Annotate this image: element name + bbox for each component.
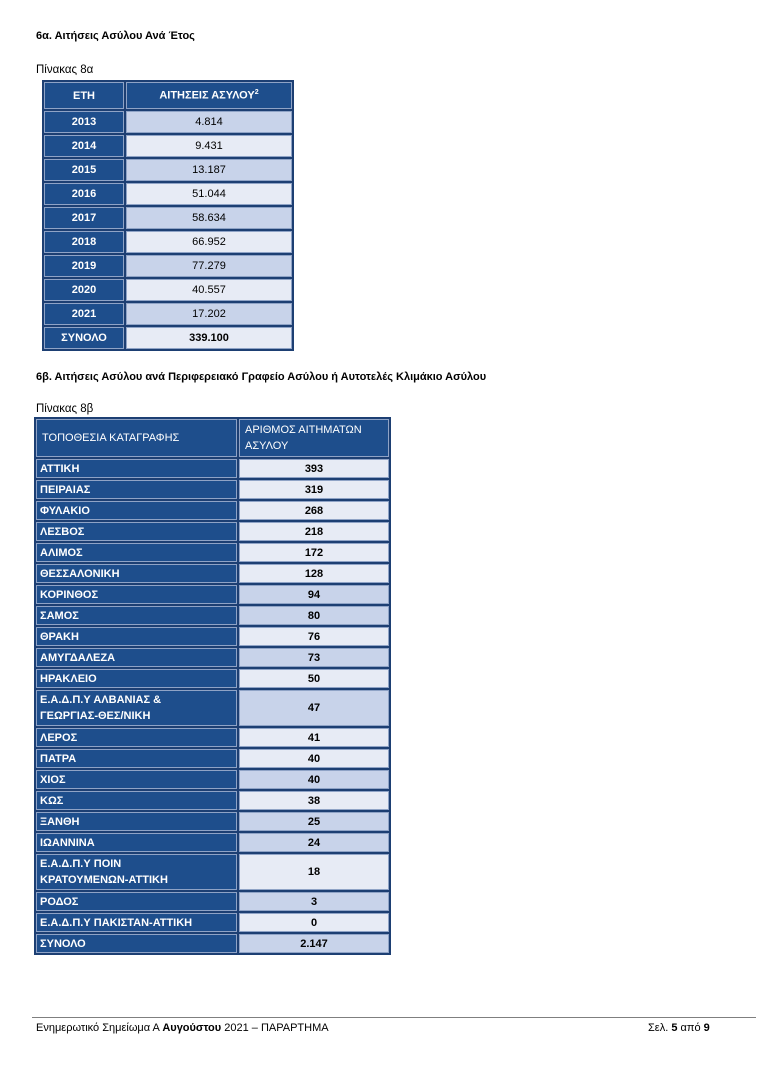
- count-cell: 172: [239, 543, 389, 562]
- count-cell: 40: [239, 749, 389, 768]
- count-cell: 319: [239, 480, 389, 499]
- column-header-location: ΤΟΠΟΘΕΣΙΑ ΚΑΤΑΓΡΑΦΗΣ: [36, 419, 237, 457]
- location-cell: ΛΕΡΟΣ: [36, 728, 237, 747]
- applications-cell: 66.952: [126, 231, 292, 253]
- table-8b: [34, 417, 391, 955]
- section-b-heading: 6β. Αιτήσεις Ασύλου ανά Περιφερειακό Γραφείο Ασύλου ή Αυτοτελές Κλιμάκιο Ασύλου: [36, 371, 487, 383]
- table-row: [36, 564, 389, 583]
- column-header-count: ΑΡΙΘΜΟΣ ΑΙΤΗΜΑΤΩΝ ΑΣΥΛΟΥ: [239, 419, 389, 457]
- total-row: [44, 327, 292, 349]
- location-cell: ΑΤΤΙΚΗ: [36, 459, 237, 478]
- location-cell: ΑΛΙΜΟΣ: [36, 543, 237, 562]
- location-cell: Ε.Α.Δ.Π.Υ ΑΛΒΑΝΙΑΣ & ΓΕΩΡΓΙΑΣ-ΘΕΣ/ΝΙΚΗ: [36, 690, 237, 726]
- table-row: [44, 111, 292, 133]
- table-row: [44, 159, 292, 181]
- table-row: [36, 749, 389, 768]
- count-cell: 18: [239, 854, 389, 890]
- count-cell: 94: [239, 585, 389, 604]
- table-row: [36, 854, 389, 890]
- total-row: [36, 934, 389, 953]
- table-row: [36, 913, 389, 932]
- count-cell: 3: [239, 892, 389, 911]
- count-cell: 76: [239, 627, 389, 646]
- count-cell: 393: [239, 459, 389, 478]
- column-header-year: ΕΤΗ: [44, 82, 124, 109]
- footer-page-number: Σελ. 5 από 9: [648, 1022, 710, 1034]
- applications-cell: 77.279: [126, 255, 292, 277]
- table-row: [36, 669, 389, 688]
- location-cell: ΠΑΤΡΑ: [36, 749, 237, 768]
- column-header-applications: ΑΙΤΗΣΕΙΣ ΑΣΥΛΟΥ$^2$: [126, 82, 292, 109]
- table-row: [36, 627, 389, 646]
- year-cell: 2021: [44, 303, 124, 325]
- table-8a-caption: Πίνακας 8α: [36, 64, 94, 76]
- table-8b-caption: Πίνακας 8β: [36, 403, 94, 415]
- year-cell: 2020: [44, 279, 124, 301]
- applications-cell: 51.044: [126, 183, 292, 205]
- table-row: [36, 585, 389, 604]
- table-row: [36, 501, 389, 520]
- location-cell: Ε.Α.Δ.Π.Υ ΠΑΚΙΣΤΑΝ-ΑΤΤΙΚΗ: [36, 913, 237, 932]
- location-cell: ΘΡΑΚΗ: [36, 627, 237, 646]
- applications-cell: 58.634: [126, 207, 292, 229]
- table-row: [36, 833, 389, 852]
- table-row: [36, 648, 389, 667]
- footer-document-title: Ενημερωτικό Σημείωμα Α Αυγούστου 2021 – ΠΑΡΑΡΤΗΜΑ: [36, 1022, 329, 1034]
- applications-cell: 13.187: [126, 159, 292, 181]
- year-cell: 2014: [44, 135, 124, 157]
- location-cell: ΚΩΣ: [36, 791, 237, 810]
- location-cell: ΡΟΔΟΣ: [36, 892, 237, 911]
- count-cell: 268: [239, 501, 389, 520]
- count-cell: 47: [239, 690, 389, 726]
- location-cell: ΘΕΣΣΑΛΟΝΙΚΗ: [36, 564, 237, 583]
- table-row: [44, 303, 292, 325]
- year-cell: 2019: [44, 255, 124, 277]
- count-cell: 50: [239, 669, 389, 688]
- total-value: 339.100: [126, 327, 292, 349]
- count-cell: 218: [239, 522, 389, 541]
- table-row: [44, 255, 292, 277]
- table-row: [44, 135, 292, 157]
- year-cell: 2017: [44, 207, 124, 229]
- location-cell: ΠΕΙΡΑΙΑΣ: [36, 480, 237, 499]
- table-row: [36, 480, 389, 499]
- table-row: [36, 728, 389, 747]
- location-cell: ΛΕΣΒΟΣ: [36, 522, 237, 541]
- year-cell: 2015: [44, 159, 124, 181]
- count-cell: 41: [239, 728, 389, 747]
- table-row: [44, 183, 292, 205]
- table-row: [36, 606, 389, 625]
- table-row: [36, 690, 389, 726]
- count-cell: 128: [239, 564, 389, 583]
- applications-cell: 17.202: [126, 303, 292, 325]
- table-row: [44, 231, 292, 253]
- table-row: [36, 543, 389, 562]
- location-cell: ΙΩΑΝΝΙΝΑ: [36, 833, 237, 852]
- count-cell: 25: [239, 812, 389, 831]
- year-cell: 2016: [44, 183, 124, 205]
- year-cell: 2018: [44, 231, 124, 253]
- location-cell: ΑΜΥΓΔΑΛΕΖΑ: [36, 648, 237, 667]
- location-cell: ΚΟΡΙΝΘΟΣ: [36, 585, 237, 604]
- table-row: [36, 812, 389, 831]
- table-row: [44, 279, 292, 301]
- year-cell: 2013: [44, 111, 124, 133]
- table-row: [36, 770, 389, 789]
- footer-divider: [32, 1017, 756, 1018]
- count-cell: 24: [239, 833, 389, 852]
- location-cell: ΧΙΟΣ: [36, 770, 237, 789]
- count-cell: 40: [239, 770, 389, 789]
- location-cell: ΞΑΝΘΗ: [36, 812, 237, 831]
- applications-cell: 40.557: [126, 279, 292, 301]
- location-cell: ΗΡΑΚΛΕΙΟ: [36, 669, 237, 688]
- table-row: [36, 459, 389, 478]
- location-cell: ΦΥΛΑΚΙΟ: [36, 501, 237, 520]
- total-label: ΣΥΝΟΛΟ: [44, 327, 124, 349]
- section-a-heading: 6α. Αιτήσεις Ασύλου Ανά Έτος: [36, 30, 195, 42]
- location-cell: ΣΑΜΟΣ: [36, 606, 237, 625]
- count-cell: 80: [239, 606, 389, 625]
- total-value: 2.147: [239, 934, 389, 953]
- table-row: [36, 892, 389, 911]
- total-label: ΣΥΝΟΛΟ: [36, 934, 237, 953]
- table-row: [36, 791, 389, 810]
- location-cell: Ε.Α.Δ.Π.Υ ΠΟΙΝ ΚΡΑΤΟΥΜΕΝΩΝ-ΑΤΤΙΚΗ: [36, 854, 237, 890]
- count-cell: 0: [239, 913, 389, 932]
- count-cell: 73: [239, 648, 389, 667]
- applications-cell: 4.814: [126, 111, 292, 133]
- count-cell: 38: [239, 791, 389, 810]
- table-8a: [42, 80, 294, 351]
- table-row: [36, 522, 389, 541]
- table-row: [44, 207, 292, 229]
- applications-cell: 9.431: [126, 135, 292, 157]
